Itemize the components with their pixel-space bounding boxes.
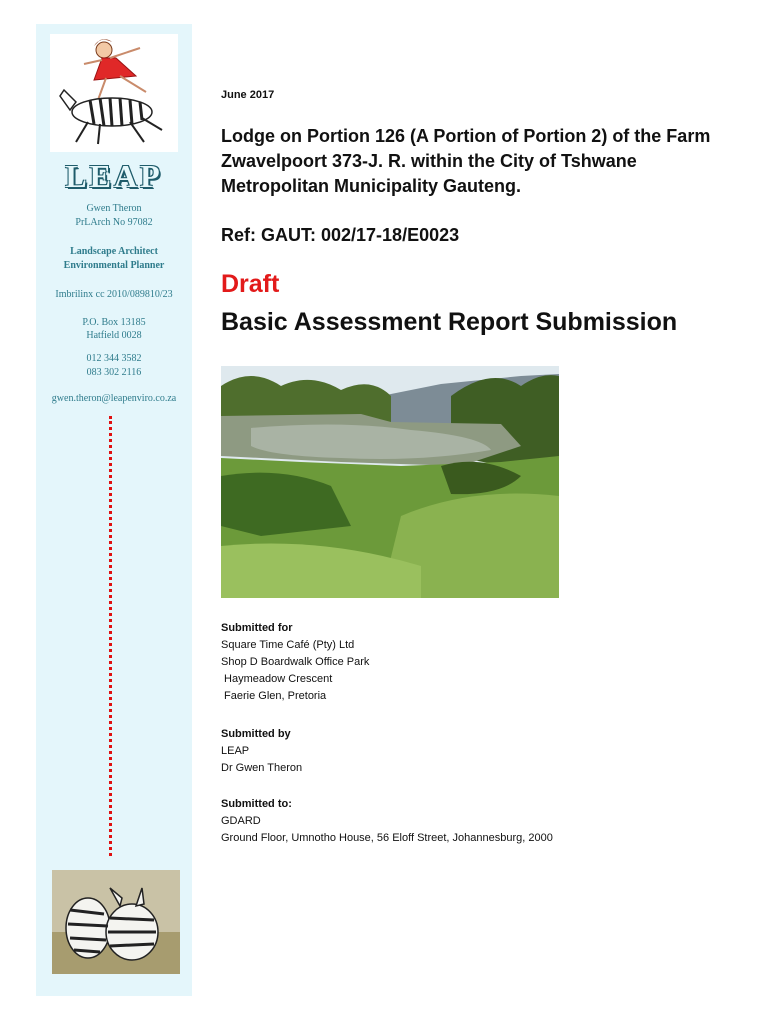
zebras-illustration — [52, 870, 180, 974]
submitted-for-block — [221, 620, 369, 705]
site-photo — [221, 366, 559, 598]
registration-number: PrLArch No 97082 — [75, 217, 153, 228]
submitted-for-heading: Submitted for — [221, 622, 293, 634]
postal-town: Hatfield 0028 — [86, 330, 142, 341]
contact-name: Gwen Theron — [86, 203, 142, 214]
company-registration: Imbrilinx cc 2010/089810/23 — [55, 289, 173, 300]
report-project-title: Lodge on Portion 126 (A Portion of Portion 2) of the Farm Zwavelpoort 373-J. R. within the City of Tshwane Metropolitan Municipality Gauteng. — [221, 126, 711, 196]
sidebar — [36, 24, 192, 996]
leap-logo-text: LEAP — [65, 158, 163, 194]
report-title: Basic Assessment Report Submission — [221, 308, 678, 336]
client-address-2: Haymeadow Crescent — [221, 673, 333, 685]
leap-logo-illustration — [50, 34, 178, 152]
client-name: Square Time Café (Pty) Ltd — [221, 639, 355, 651]
submitter-name: Dr Gwen Theron — [221, 762, 303, 774]
submitter-org: LEAP — [221, 745, 250, 757]
phone-1: 012 344 3582 — [86, 353, 142, 364]
draft-label: Draft — [221, 270, 280, 298]
email-link[interactable]: gwen.theron@leapenviro.co.za — [51, 393, 177, 404]
phone-2: 083 302 2116 — [86, 367, 142, 378]
submitted-by-heading: Submitted by — [221, 728, 291, 740]
submitted-by-block — [221, 726, 302, 777]
report-reference: Ref: GAUT: 002/17-18/E0023 — [221, 225, 460, 245]
submitted-to-heading: Submitted to: — [221, 798, 292, 810]
client-address-3: Faerie Glen, Pretoria — [221, 690, 327, 702]
role-environmental-planner: Environmental Planner — [63, 260, 165, 271]
authority-address: Ground Floor, Umnotho House, 56 Eloff Street, Johannesburg, 2000 — [221, 832, 553, 844]
report-date: June 2017 — [221, 89, 275, 101]
submitted-to-block — [221, 796, 553, 847]
postal-box: P.O. Box 13185 — [82, 317, 146, 328]
authority-name: GDARD — [221, 815, 261, 827]
client-address-1: Shop D Boardwalk Office Park — [221, 656, 370, 668]
dotted-divider — [109, 416, 112, 856]
role-landscape-architect: Landscape Architect — [70, 246, 158, 257]
